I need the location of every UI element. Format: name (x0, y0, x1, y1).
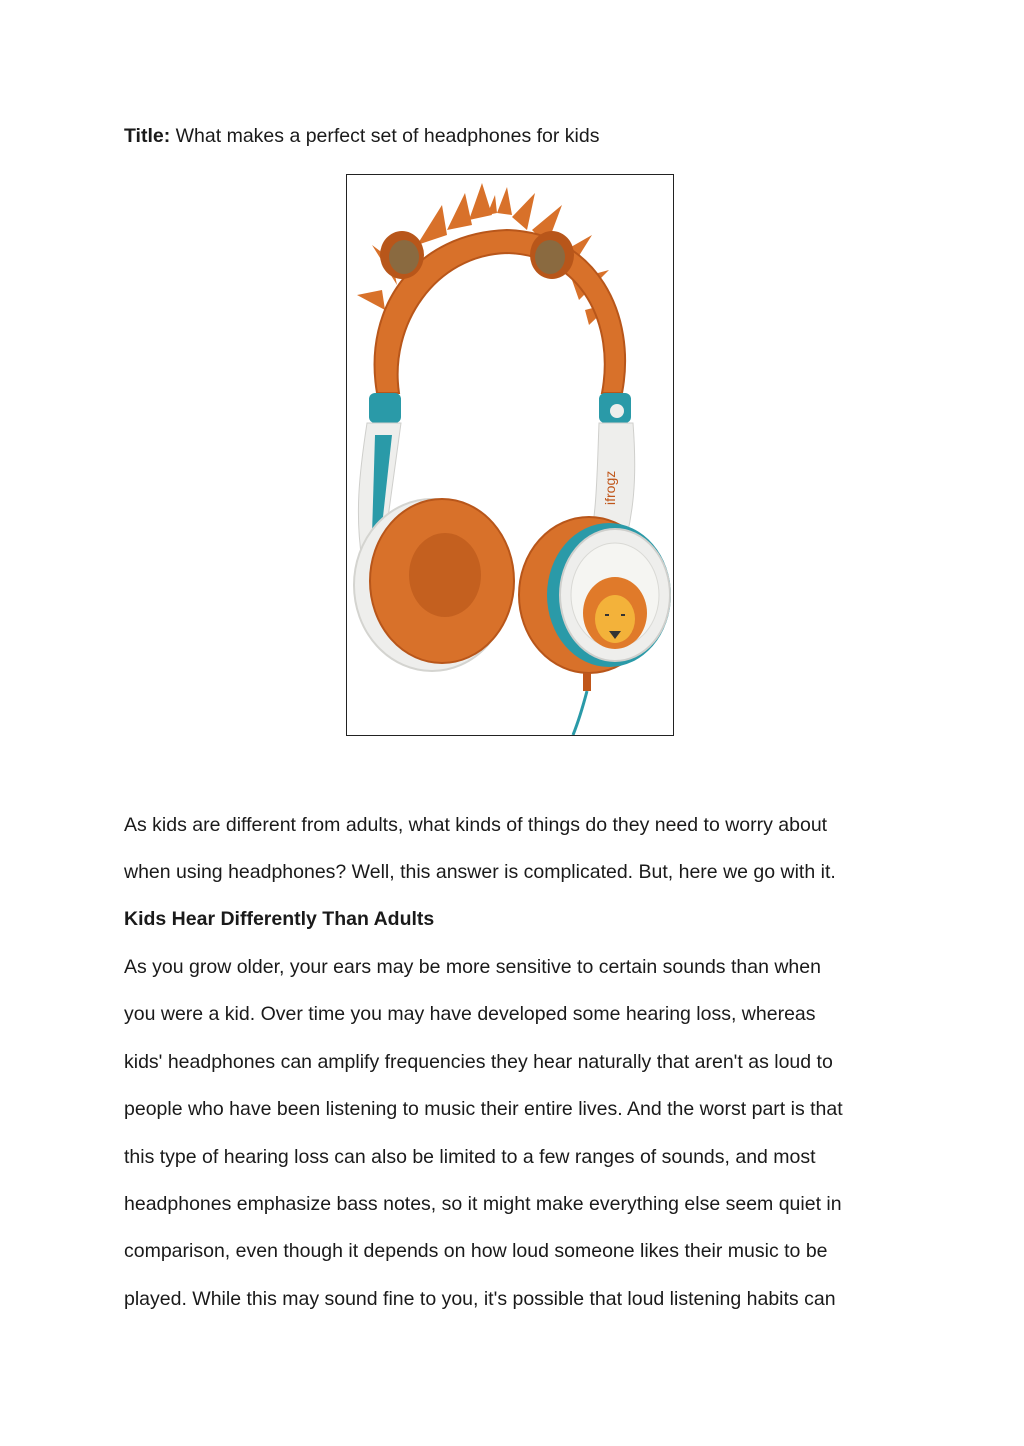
body-paragraph (124, 955, 904, 1334)
lion-headphones-illustration (347, 175, 673, 735)
text-line: played. While this may sound fine to you, it's possible that loud listening habits can (124, 1287, 836, 1310)
text-line: As kids are different from adults, what kinds of things do they need to worry about (124, 814, 828, 836)
intro-paragraph (124, 813, 904, 908)
document-title (124, 124, 599, 148)
text-line: people who have been listening to music their entire lives. And the worst part is that (124, 1098, 843, 1121)
cable (573, 691, 587, 735)
text-line: kids' headphones can amplify frequencies they hear naturally that aren't as loud to (124, 1050, 833, 1073)
text-line: when using headphones? Well, this answer is complicated. But, here we go with it. (124, 861, 836, 884)
section-heading: Kids Hear Differently Than Adults (124, 908, 435, 930)
title-text: What makes a perfect set of headphones for kids (175, 125, 600, 147)
left-earcup (354, 499, 514, 671)
left-teal-band (369, 393, 401, 423)
text-line: headphones emphasize bass notes, so it might make everything else seem quiet in (124, 1192, 842, 1215)
text-line: this type of hearing loss can also be limited to a few ranges of sounds, and most (124, 1145, 816, 1168)
title-label: Title: (124, 125, 171, 147)
lion-face-icon (583, 577, 647, 649)
brand-logo: ifrogz (602, 470, 618, 505)
text-line: you were a kid. Over time you may have developed some hearing loss, whereas (124, 1003, 816, 1026)
cable-connector (583, 673, 591, 691)
power-icon (610, 404, 624, 418)
text-line: comparison, even though it depends on how loud someone likes their music to be (124, 1240, 828, 1263)
headphones-image (346, 174, 674, 736)
text-line: As you grow older, your ears may be more sensitive to certain sounds than when (124, 956, 821, 978)
